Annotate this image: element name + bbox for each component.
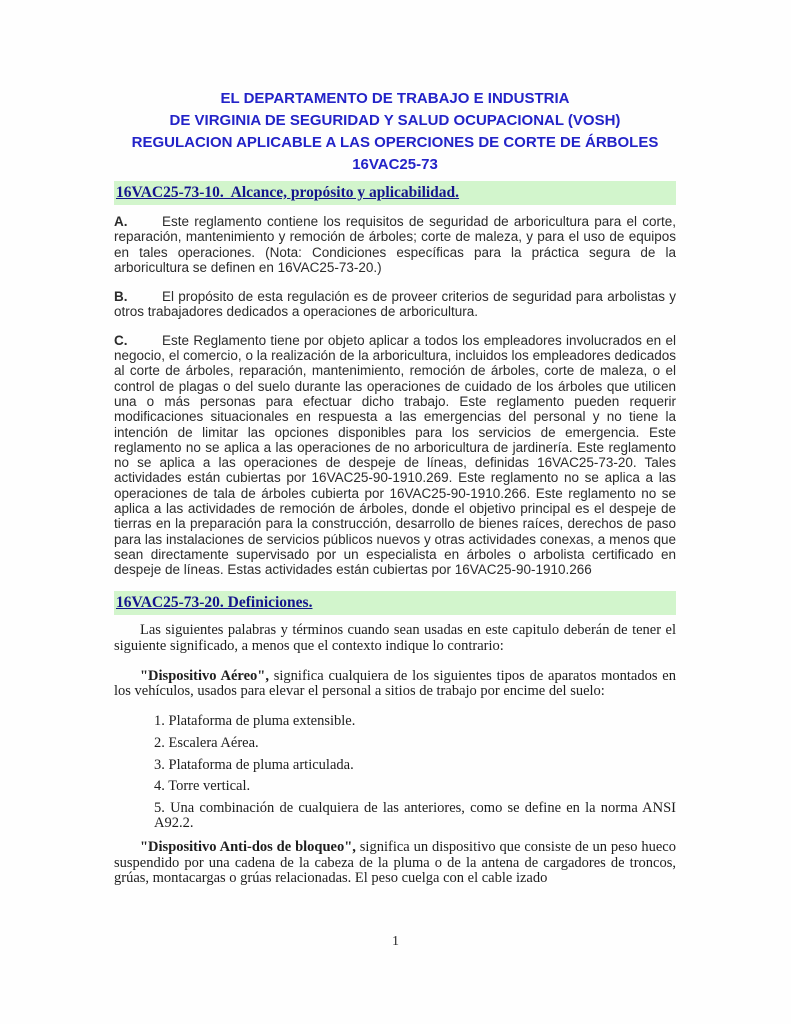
title-line-1: EL DEPARTAMENTO DE TRABAJO E INDUSTRIA [220, 90, 570, 107]
paragraph-c-label: C. [114, 332, 128, 348]
title-line-2: DE VIRGINIA DE SEGURIDAD Y SALUD OCUPACIONAL (VOSH) [169, 112, 621, 129]
definition-term-dispositivo-aereo: "Dispositivo Aéreo", [140, 667, 269, 684]
definition-text-dispositivo-aereo: significa cualquiera de los siguientes tipos de aparatos montados en los vehículos, usados para elevar el personal a sitios de trabajo por encime del suelo: [114, 667, 676, 700]
section-heading-definiciones-text: 16VAC25-73-20. Definiciones. [116, 594, 313, 612]
section-heading-definiciones [114, 591, 676, 615]
list-item-3: 3. Plataforma de pluma articulada. [154, 756, 354, 773]
paragraph-a [114, 214, 676, 275]
definition-term-dispositivo-anti-dos: "Dispositivo Anti-dos de bloqueo", [140, 838, 356, 855]
list-item-1: 1. Plataforma de pluma extensible. [154, 713, 356, 730]
list-item-5: 5. Una combinación de cualquiera de las anteriores, como se define en la norma ANSI A92.2. [154, 799, 676, 832]
aerial-device-type-list [114, 714, 676, 832]
paragraph-b-label: B. [114, 288, 128, 304]
paragraph-c-text: Este Reglamento tiene por objeto aplicar a todos los empleadores involucrados en el negocio, el comercio, o la realización de la arboricultura, incluidos los empleadores dedicados al corte de árboles, reparación, mantenimiento, remoción de árboles, corte de maleza, o el control de plagas o del suelo durante las operaciones de cuidado de los árboles que utilicen una o más personas para efectuar dicho trabajo. Este reglamento pueden requerir modificaciones situacionales en respuesta a las emergencias del personal y no tiene la intención de limitar las opciones disponibles para los servicios de emergencia. Este reglamento no se aplica a las operaciones de no arboricultura de jardinería. Este reglamento no se aplica a las operaciones de despeje de líneas, definidas 16VAC25-73-20. Tales actividades están cubiertas por 16VAC25-90-1910.269. Este reglamento no se aplica a las operaciones de tala de árboles cubierta por 16VAC25-90-1910.266. Este reglamento no se aplica a las actividades de remoción de árboles, donde el objetivo principal es el despeje de tierras en la preparación para la construcción, desarrollo de bienes raíces, derechos de paso para las instalaciones de servicios públicos nuevos y otras actividades conexas, a menos que sean directamente supervisado por un especialista en árboles o arbolista certificado en despeje de líneas. Estas actividades están cubiertas por 16VAC25-90-1910.266 [114, 332, 676, 578]
section-heading-alcance [114, 181, 676, 205]
definition-dispositivo-anti-dos [114, 840, 676, 887]
definition-dispositivo-aereo [114, 669, 676, 700]
paragraph-c [114, 333, 676, 578]
paragraph-b-text: El propósito de esta regulación es de proveer criterios de seguridad para arbolistas y otros trabajadores dedicados a operaciones de arboricultura. [114, 288, 676, 319]
paragraph-b [114, 289, 676, 320]
list-item-2: 2. Escalera Aérea. [154, 735, 259, 751]
definition-text-dispositivo-anti-dos: significa un dispositivo que consiste de un peso hueco suspendido por una cadena de la cabeza de la pluma o de la antena de cargadores de troncos, grúas, montacargas o grúas relacionadas. El peso cuelga con el cable izado [114, 838, 676, 887]
definitions-intro: Las siguientes palabras y términos cuando sean usadas en este capitulo deberán de tener el siguiente significado, a menos que el contexto indique lo contrario: [114, 622, 676, 654]
page-content [114, 88, 676, 901]
page-number: 1 [392, 934, 399, 949]
paragraph-a-label: A. [114, 214, 128, 229]
title-line-4: 16VAC25-73 [352, 156, 438, 173]
list-item-4: 4. Torre vertical. [154, 778, 251, 795]
paragraph-a-text: Este reglamento contiene los requisitos de seguridad de arboricultura para el corte, reparación, mantenimiento y remoción de árboles; corte de maleza, y para el uso de equipos en tales operaciones. (Nota: Condiciones específicas para la práctica segura de la arboricultura se definen en 16VAC25-73-20.) [114, 214, 676, 275]
document-title [114, 88, 676, 176]
title-line-3: REGULACION APLICABLE A LAS OPERCIONES DE CORTE DE ÁRBOLES [131, 134, 659, 151]
section-heading-alcance-text: 16VAC25-73-10. Alcance, propósito y aplicabilidad. [116, 184, 460, 201]
